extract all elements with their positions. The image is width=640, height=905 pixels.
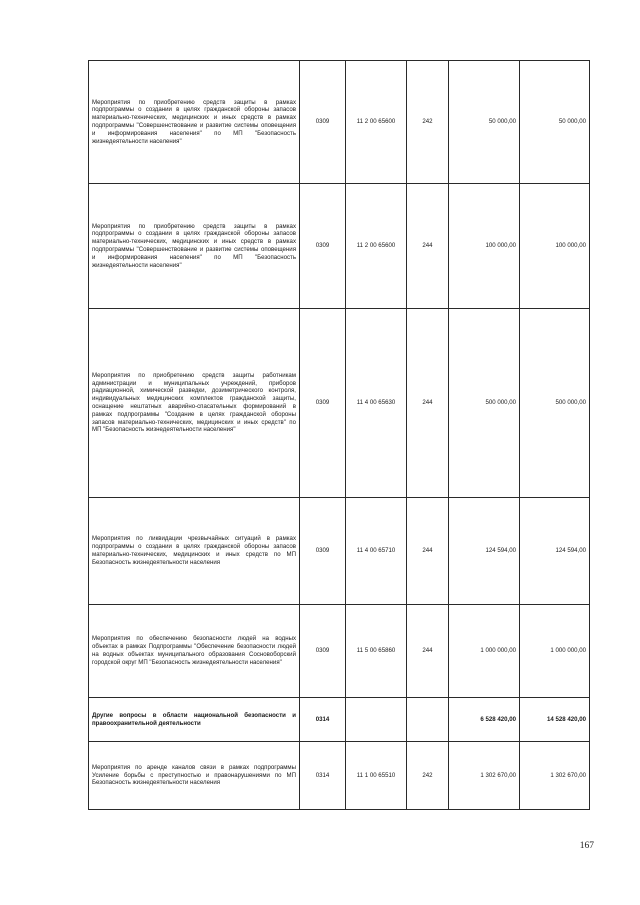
row-section-code: 0309 bbox=[300, 309, 346, 498]
row-expense-type: 244 bbox=[407, 498, 449, 605]
row-sum-2: 100 000,00 bbox=[520, 184, 590, 309]
table-row bbox=[89, 605, 590, 698]
row-section-code: 0309 bbox=[300, 61, 346, 184]
row-section-code: 0314 bbox=[300, 742, 346, 810]
budget-table-wrapper bbox=[88, 60, 589, 810]
row-description: Мероприятия по приобретению средств защиты в рамках подпрограммы о создании в целях гражданской обороны запасов материально-технических, медицинских и иных средств в рамках подпрограммы "Совершенствование и развитие системы оповещения и информирования населения" по МП "Безопасность жизнедеятельности населения" bbox=[89, 184, 300, 309]
row-sum-2: 50 000,00 bbox=[520, 61, 590, 184]
row-description: Мероприятия по ликвидации чрезвычайных ситуаций в рамках подпрограммы о создании в целях гражданской обороны запасов материально-технических, медицинских и иных средств по МП Безопасность жизнедеятельности населения bbox=[89, 498, 300, 605]
row-target-article: 11 4 00 65710 bbox=[346, 498, 407, 605]
row-description: Мероприятия по аренде каналов связи в рамках подпрограммы Усиление борьбы с преступностью и правонарушениями по МП Безопасность жизнедеятельности населения bbox=[89, 742, 300, 810]
row-description: Другие вопросы в области национальной безопасности и правоохранительной деятельности bbox=[89, 698, 300, 742]
row-sum-2: 1 000 000,00 bbox=[520, 605, 590, 698]
row-description: Мероприятия по приобретению средств защиты в рамках подпрограммы о создании в целях гражданской обороны запасов материально-технических, медицинских и иных средств в рамках подпрограммы "Совершенствование и развитие системы оповещения и информирования населения" по МП "Безопасность жизнедеятельности населения" bbox=[89, 61, 300, 184]
table-row bbox=[89, 61, 590, 184]
table-row bbox=[89, 742, 590, 810]
row-section-code: 0309 bbox=[300, 184, 346, 309]
page-number: 167 bbox=[579, 841, 594, 851]
row-sum-1: 124 594,00 bbox=[449, 498, 520, 605]
row-sum-2: 14 528 420,00 bbox=[520, 698, 590, 742]
row-sum-2: 1 302 670,00 bbox=[520, 742, 590, 810]
row-sum-1: 500 000,00 bbox=[449, 309, 520, 498]
row-expense-type bbox=[407, 698, 449, 742]
row-description: Мероприятия по приобретению средств защиты работникам администрации и муниципальных учреждений, приборов радиационной, химической разведки, дозиметрического контроля, индивидуальных медицинских комплектов гражданской защиты, оснащение нештатных аварийно-спасательных формирований в рамках подпрограммы "Создание в целях гражданской обороны запасов материально-технических, медицинских и иных средств" по МП "Безопасность жизнедеятельности населения" bbox=[89, 309, 300, 498]
row-target-article: 11 5 00 65860 bbox=[346, 605, 407, 698]
row-target-article: 11 2 00 65600 bbox=[346, 184, 407, 309]
row-expense-type: 244 bbox=[407, 184, 449, 309]
row-expense-type: 244 bbox=[407, 605, 449, 698]
row-expense-type: 242 bbox=[407, 742, 449, 810]
row-expense-type: 242 bbox=[407, 61, 449, 184]
row-target-article: 11 2 00 65600 bbox=[346, 61, 407, 184]
row-description: Мероприятия по обеспечению безопасности людей на водных объектах в рамках Подпрограммы "Обеспечение безопасности людей на водных объектах муниципального образования Сосновоборский городской округ МП "Безопасность жизнедеятельности населения" bbox=[89, 605, 300, 698]
row-section-code: 0309 bbox=[300, 605, 346, 698]
table-row bbox=[89, 309, 590, 498]
row-sum-1: 50 000,00 bbox=[449, 61, 520, 184]
table-row bbox=[89, 184, 590, 309]
row-section-code: 0314 bbox=[300, 698, 346, 742]
row-section-code: 0309 bbox=[300, 498, 346, 605]
row-sum-1: 1 000 000,00 bbox=[449, 605, 520, 698]
row-target-article bbox=[346, 698, 407, 742]
row-sum-1: 6 528 420,00 bbox=[449, 698, 520, 742]
row-sum-2: 124 594,00 bbox=[520, 498, 590, 605]
table-row bbox=[89, 498, 590, 605]
table-body bbox=[89, 61, 590, 810]
row-expense-type: 244 bbox=[407, 309, 449, 498]
table-row bbox=[89, 698, 590, 742]
row-sum-1: 1 302 670,00 bbox=[449, 742, 520, 810]
row-target-article: 11 4 00 65630 bbox=[346, 309, 407, 498]
row-sum-2: 500 000,00 bbox=[520, 309, 590, 498]
budget-table bbox=[88, 60, 590, 810]
row-sum-1: 100 000,00 bbox=[449, 184, 520, 309]
row-target-article: 11 1 00 65510 bbox=[346, 742, 407, 810]
